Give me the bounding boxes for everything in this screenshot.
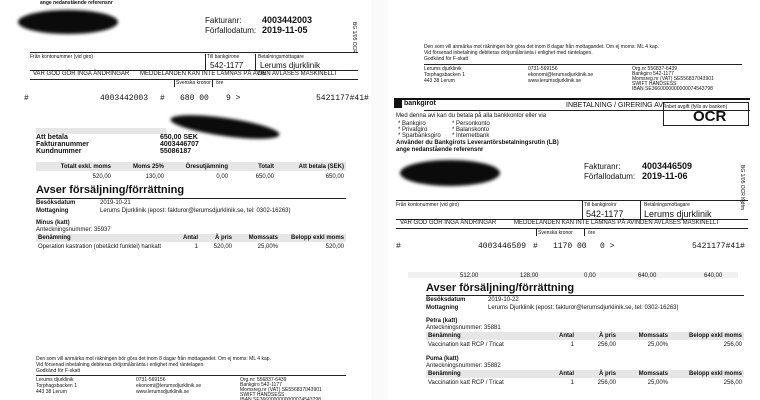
items-header-3: Momssats bbox=[638, 333, 668, 339]
cut-strip bbox=[408, 272, 738, 278]
items-header-4: Belopp exkl moms bbox=[290, 235, 344, 241]
warning-3: DEN AVLÄSES MASKINELLT bbox=[258, 71, 338, 77]
invoice-left bbox=[0, 0, 370, 400]
item-quantity: 1 bbox=[570, 380, 574, 386]
forfallodatum-label: Förfallodatum: bbox=[205, 26, 257, 35]
lb-instruction-2: ange nedanstående referensnr bbox=[396, 147, 484, 153]
address-line-3: 443 38 Lerum bbox=[36, 389, 67, 395]
cut-value-1: 128,00 bbox=[520, 273, 539, 279]
bankgiro-number: 542-1177 bbox=[586, 209, 624, 219]
from-account-label: Från kontonummer (vid giro) bbox=[396, 202, 460, 208]
top-cut-text: ange nedanstående referensnr bbox=[40, 0, 113, 6]
to-bankgiro-label: Till bankgiro/nr bbox=[584, 202, 617, 208]
item-amount: 256,00 bbox=[723, 342, 742, 348]
item-unit-price: 256,00 bbox=[597, 342, 616, 348]
totals-header-2: Öresutjämning bbox=[185, 164, 228, 170]
totals-value-1: 130,00 bbox=[145, 174, 164, 180]
item-amount: 256,00 bbox=[723, 380, 742, 386]
instruction-line: Med denna avi kan du betala på alla bankkontor eller via bbox=[396, 113, 547, 119]
footer-line-2: Vid försenad inbetalning debiteras dröjsmålsränta i enlighet med räntelagen. bbox=[36, 362, 205, 368]
org-line-2: Bankgiro 542-1177 bbox=[240, 382, 282, 388]
divider bbox=[36, 375, 346, 376]
org-line-5: IBAN SE3660000000000074543798 bbox=[240, 397, 321, 400]
warning-3: DEN AVLÄSES MASKINELLT bbox=[640, 220, 720, 226]
ocr-mark: OCR bbox=[693, 108, 727, 125]
forfallodatum-label: Förfallodatum: bbox=[584, 172, 636, 181]
bankgirot-logo-text: bankgirot bbox=[404, 100, 436, 107]
totals-value-0: 520,00 bbox=[92, 174, 111, 180]
summary-label-1: Fakturanummer bbox=[36, 141, 89, 148]
divider bbox=[394, 98, 750, 100]
bank-option: * Internetbank bbox=[452, 133, 490, 139]
org-line-1: Org.nr: 556837-6439 bbox=[240, 377, 287, 383]
warning-2: MEDDELANDEN KAN INTE LÄMNAS PÅ AVIN bbox=[514, 220, 641, 226]
ore-label: öre bbox=[588, 230, 596, 236]
footer-line-3: Godkänd för F-skatt bbox=[36, 368, 81, 374]
ore-label: öre bbox=[216, 80, 224, 86]
divider bbox=[536, 229, 537, 236]
item-description: Operation kastration (obetäckt funktel) hankatt bbox=[38, 244, 162, 250]
ocr-amount: 680 00 bbox=[180, 94, 209, 103]
footer-line-1: Den som vill anmärka mot räkningen bör göra det inom 8 dagar från mottagandet. Om ej moms: ML 4 kap. bbox=[424, 44, 659, 50]
ocr-amount: 1170 00 bbox=[553, 242, 587, 251]
lb-instruction: Använder du Bankgirots Leverantörsbetalningsrutin (LB) bbox=[396, 140, 559, 146]
redaction-blot bbox=[400, 160, 500, 186]
address-line-2: Torphagsbacken 1 bbox=[36, 383, 77, 389]
fakturanr-value: 4003446509 bbox=[642, 161, 693, 171]
item-vat-rate: 25,00% bbox=[257, 244, 278, 250]
totals-value-4: 650,00 bbox=[325, 174, 344, 180]
payee-label: Betalningsmottagare bbox=[644, 202, 690, 208]
items-header-4: Belopp exkl moms bbox=[688, 371, 742, 377]
invoice-right bbox=[388, 0, 760, 400]
bankgirot-logo-icon bbox=[394, 100, 402, 108]
warning-1: VAR GOD GÖR INGA ÄNDRINGAR bbox=[33, 71, 130, 77]
cut-value-0: 512,00 bbox=[460, 273, 479, 279]
item-quantity: 1 bbox=[570, 342, 574, 348]
journal-number: Anteckningsnummer: 35937 bbox=[36, 227, 111, 233]
to-bankgiro-label: Till bankgirone bbox=[207, 54, 240, 60]
divider bbox=[426, 295, 744, 296]
ocr-check: 0 > bbox=[600, 242, 615, 251]
divider bbox=[584, 229, 585, 236]
ocr-hash: # bbox=[24, 94, 29, 103]
item-quantity: 1 bbox=[194, 244, 198, 250]
items-header-1: Antal bbox=[183, 235, 198, 241]
items-header-2: À pris bbox=[598, 333, 616, 339]
items-header-1: Antal bbox=[559, 371, 574, 377]
warning-1: VAR GOD GÖR INGA ÄNDRINGAR bbox=[400, 220, 497, 226]
items-header-4: Belopp exkl moms bbox=[688, 333, 742, 339]
divider bbox=[396, 228, 748, 229]
animal-name: Petra (katt) bbox=[426, 318, 458, 324]
journal-number: Anteckningsnummer: 35882 bbox=[426, 363, 501, 369]
from-account-label: Från kontonummer (vid giro) bbox=[30, 54, 94, 60]
org-line-3: Momsreg.nr (VAT) SE556837043901 bbox=[240, 387, 322, 393]
ocr-reference: 4003442003 bbox=[100, 94, 149, 103]
divider bbox=[30, 52, 358, 53]
animal-name: Minus (katt) bbox=[36, 220, 70, 226]
summary-label-2: Kundnummer bbox=[36, 148, 82, 155]
payment-slip-title: INBETALNING / GIRERING AVI bbox=[566, 102, 665, 109]
divider bbox=[205, 54, 206, 70]
divider bbox=[582, 201, 583, 219]
contact-line-3: www.lerumsdjurklinik.se bbox=[528, 78, 582, 84]
ocr-hash: # bbox=[396, 242, 401, 251]
mottagning-label: Mottagning bbox=[426, 305, 459, 311]
bank-option: * Sparbanksgiro bbox=[398, 133, 441, 139]
bankgiro-number: 542-1177 bbox=[210, 61, 244, 70]
forfallodatum-value: 2019-11-06 bbox=[642, 171, 688, 181]
divider bbox=[396, 200, 748, 201]
contact-line-2: ekonomi@lerumsdjurklinik.se bbox=[136, 383, 202, 389]
ocr-box-label: Inbet avgift (fylls av banken) bbox=[665, 104, 728, 110]
totals-header-0: Totalt exkl. moms bbox=[60, 164, 111, 170]
fakturanr-value: 4003442003 bbox=[262, 15, 313, 25]
ocr-hash: # bbox=[160, 94, 165, 103]
bank-option: * Personkonto bbox=[452, 121, 490, 127]
mottagning-value: Lerums Djurklinik (epost: fakturor@lerumsdjurklinik.se, tel: 0302-16263) bbox=[100, 208, 291, 214]
section-title: Avser försäljning/förrättning bbox=[36, 184, 185, 196]
divider bbox=[36, 198, 346, 199]
summary-value-2: 55086187 bbox=[160, 148, 192, 155]
page-gap bbox=[371, 0, 389, 400]
address-line-1: Lerums djurklinik bbox=[36, 377, 74, 383]
org-line-4: SWIFT HANDSESS bbox=[240, 392, 285, 398]
kronor-label: Svenska kronor bbox=[176, 80, 211, 86]
totals-value-3: 650,00 bbox=[255, 174, 274, 180]
footer-line-2: Vid försenad inbetalning debiteras dröjsmålsränta i enlighet med räntelagen. bbox=[424, 50, 593, 56]
org-line-1: Org.nr 556837-6439 bbox=[632, 66, 678, 72]
item-amount: 520,00 bbox=[325, 244, 344, 250]
footer-line-1: Den som vill anmärka mot räkningen bör göra det inom 8 dagar från mottagandet. Om ej moms: ML 4 kap. bbox=[36, 356, 271, 362]
divider bbox=[212, 80, 213, 87]
summary-value-0: 650,00 SEK bbox=[160, 134, 198, 141]
warning-2: MEDDELANDEN KAN INTE LÄMNAS PÅ AVIN bbox=[140, 71, 267, 77]
summary-label-0: Att betala bbox=[36, 134, 68, 141]
fakturanr-label: Fakturanr: bbox=[205, 16, 242, 25]
redaction-blot bbox=[18, 10, 118, 34]
totals-header-4: Att betala (SEK) bbox=[298, 164, 344, 170]
section-title: Avser försäljning/förrättning bbox=[426, 282, 575, 294]
form-code: BG 1/05 OCR Kjdfm bbox=[739, 165, 745, 211]
besok-value: 2019-10-22 bbox=[488, 297, 519, 303]
org-line-4: SWIFT HANDSESS bbox=[632, 81, 677, 87]
org-line-3: Momsreg.nr (VAT) SE556837043901 bbox=[632, 76, 714, 82]
kronor-label: Svenska kronor bbox=[538, 230, 573, 236]
footer-line-3: Godkänd för F-skatt bbox=[424, 56, 469, 62]
payee-name: Lerums djurklinik bbox=[260, 61, 321, 70]
besok-label: Besöksdatum bbox=[36, 200, 76, 206]
payee-label: Betalningsmottagare bbox=[258, 54, 304, 60]
journal-number: Anteckningsnummer: 35881 bbox=[426, 325, 501, 331]
bank-option: * Privatgiro bbox=[398, 127, 428, 133]
item-unit-price: 520,00 bbox=[213, 244, 232, 250]
animal-name: Puma (katt) bbox=[426, 356, 459, 362]
contact-line-1: 0731-569156 bbox=[528, 66, 558, 72]
besok-value: 2019-10-21 bbox=[100, 200, 131, 206]
form-code: BG 1/05 OCR bbox=[351, 22, 357, 53]
contact-line-3: www.lerumsdjurklinik.se bbox=[136, 389, 190, 395]
forfallodatum-value: 2019-11-05 bbox=[262, 25, 308, 35]
divider bbox=[255, 54, 256, 70]
divider bbox=[640, 201, 641, 219]
contact-line-1: 0731-569156 bbox=[136, 377, 166, 383]
divider bbox=[424, 64, 742, 65]
item-description: Vaccination katt RCP / Tricat bbox=[428, 342, 504, 348]
item-vat-rate: 25,00% bbox=[647, 380, 668, 386]
ocr-reference: 4003446509 bbox=[478, 242, 527, 251]
items-header-0: Benämning bbox=[38, 235, 71, 241]
besok-label: Besöksdatum bbox=[426, 297, 466, 303]
items-header-0: Benämning bbox=[428, 371, 461, 377]
items-header-2: À pris bbox=[598, 371, 616, 377]
summary-value-1: 4003446707 bbox=[160, 141, 199, 148]
fakturanr-label: Fakturanr: bbox=[584, 162, 621, 171]
ocr-account: 5421177#41# bbox=[692, 242, 745, 251]
address-line-1: Lerums djurklinik bbox=[424, 66, 462, 72]
item-unit-price: 256,00 bbox=[597, 380, 616, 386]
bank-option: * Balanskonto bbox=[452, 127, 490, 133]
contact-line-2: ekonomi@lerumsdjurklinik.se bbox=[528, 72, 594, 78]
totals-header-1: Moms 25% bbox=[132, 164, 164, 170]
divider bbox=[174, 80, 175, 87]
bank-option: * Bankgiro bbox=[398, 121, 426, 127]
totals-header-3: Totalt bbox=[258, 164, 274, 170]
ocr-hash: # bbox=[533, 242, 538, 251]
cut-value-2: 0,00 bbox=[584, 273, 596, 279]
ocr-check: 9 > bbox=[226, 94, 241, 103]
items-header-3: Momssats bbox=[638, 371, 668, 377]
mottagning-value: Lerums Djurklinik (epost: fakturor@lerumsdjurklinik.se, tel: 0302-16263) bbox=[488, 305, 679, 311]
item-vat-rate: 25,00% bbox=[647, 342, 668, 348]
items-header-3: Momssats bbox=[248, 235, 278, 241]
mottagning-label: Mottagning bbox=[36, 208, 69, 214]
items-header-0: Benämning bbox=[428, 333, 461, 339]
cut-value-3: 640,00 bbox=[638, 273, 657, 279]
address-line-2: Torphagsbacken 1 bbox=[424, 72, 465, 78]
item-description: Vaccination katt RCP / Tricat bbox=[428, 380, 504, 386]
ocr-account: 5421177#41# bbox=[316, 94, 369, 103]
cut-value-4: 640,00 bbox=[704, 273, 723, 279]
totals-value-2: 0,00 bbox=[216, 174, 228, 180]
address-line-3: 443 38 Lerum bbox=[424, 78, 455, 84]
items-header-1: Antal bbox=[559, 333, 574, 339]
org-line-5: IBAN SE3660000000000074543798 bbox=[632, 86, 713, 92]
org-line-2: Bankgiro 542-1177 bbox=[632, 71, 674, 77]
items-header-2: À pris bbox=[214, 235, 232, 241]
payee-name: Lerums djurklinik bbox=[644, 209, 712, 219]
